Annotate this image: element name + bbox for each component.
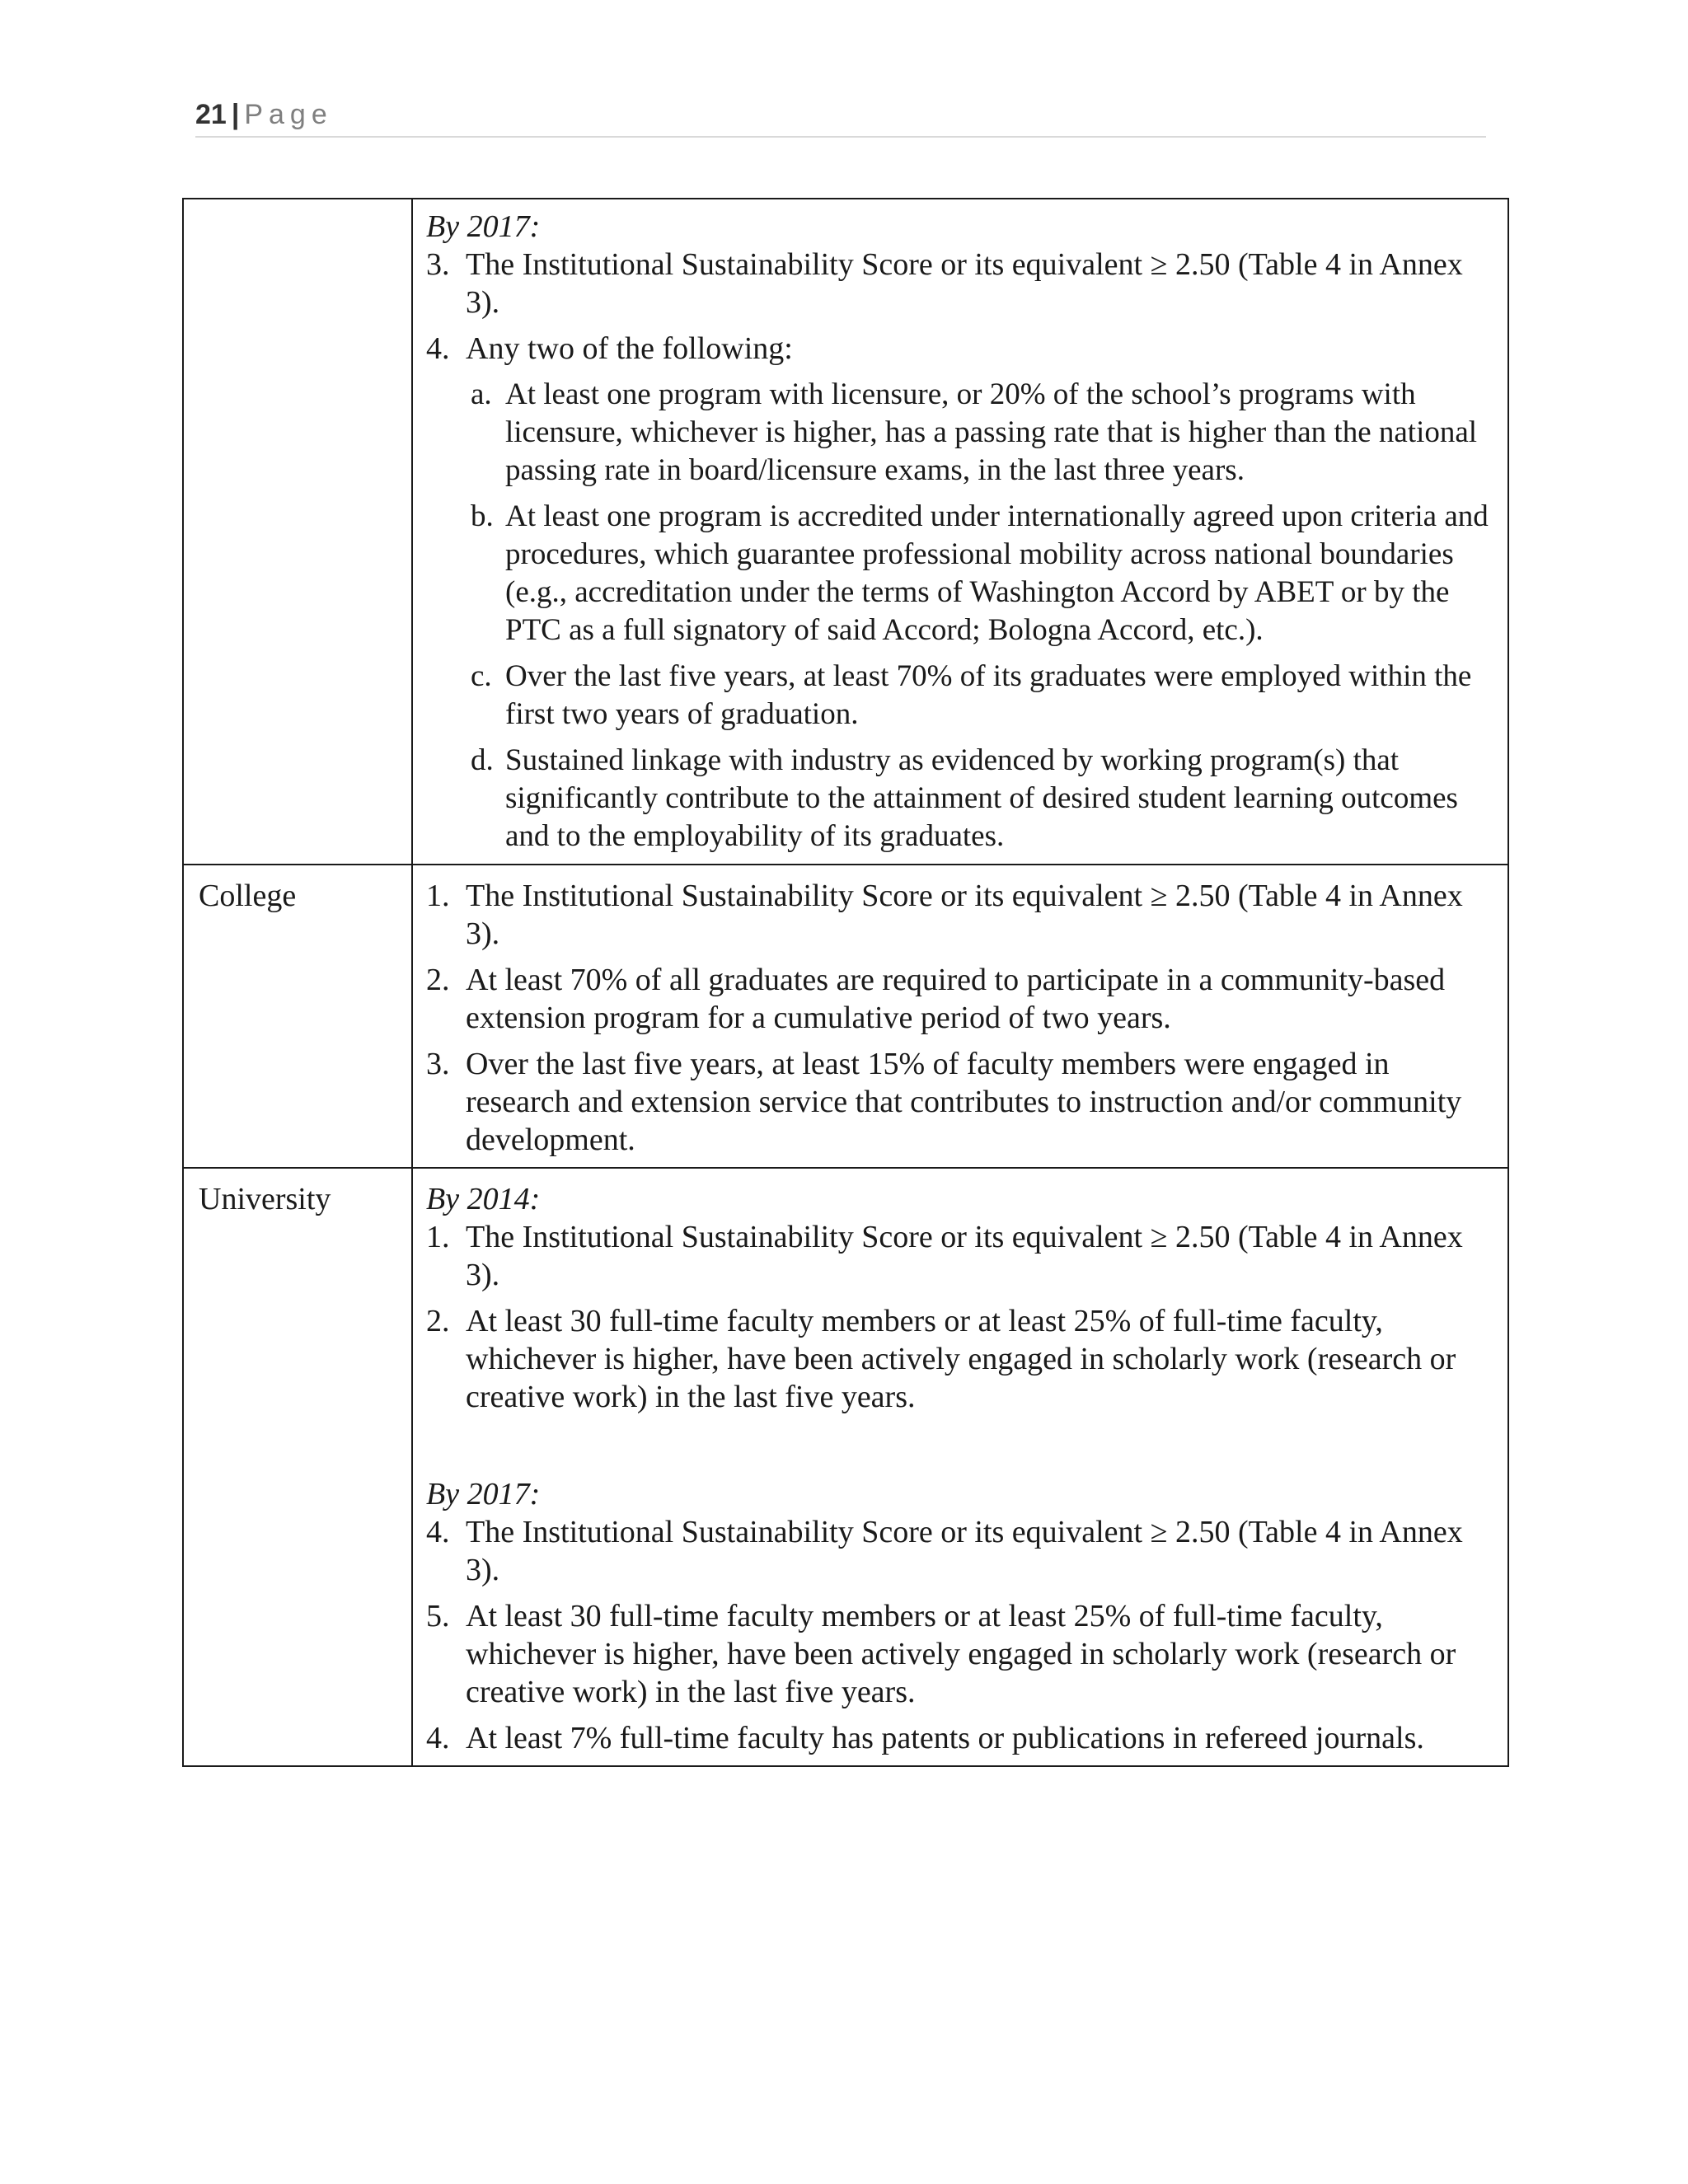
criteria-table	[182, 198, 1509, 1767]
row-label-empty	[183, 199, 412, 865]
table-row	[183, 865, 1508, 1168]
list-item: 4. Any two of the following:	[426, 331, 793, 366]
list-item: 2. At least 30 full-time faculty members or at least 25% of full-time faculty, whichever is higher, have been actively engaged in scholarly work (research or creative work) in the last five years.	[426, 1304, 1456, 1414]
list-item: 3. The Institutional Sustainability Score or its equivalent ≥ 2.50 (Table 4 in Annex 3).	[426, 247, 1463, 320]
spacer	[426, 1424, 1494, 1475]
list-item: 5. At least 30 full-time faculty members or at least 25% of full-time faculty, whichever is higher, have been actively engaged in scholarly work (research or creative work) in the last five years.	[426, 1599, 1456, 1709]
period-heading: By 2017:	[426, 209, 541, 244]
header-separator: |	[231, 99, 240, 130]
sub-list-item: a. At least one program with licensure, or 20% of the school’s programs with licensure, whichever is higher, has a passing rate that is higher than the national passing rate in board/licensure exams, in the last three years.	[471, 377, 1478, 487]
list-item: 4. At least 7% full-time faculty has patents or publications in refereed journals.	[426, 1721, 1424, 1755]
list-item: 3. Over the last five years, at least 15% of faculty members were engaged in research and extension service that contributes to instruction and/or community development.	[426, 1047, 1462, 1157]
table-row	[183, 1168, 1508, 1766]
list-item: 1. The Institutional Sustainability Score or its equivalent ≥ 2.50 (Table 4 in Annex 3).	[426, 1220, 1463, 1292]
criteria-cell	[412, 199, 1508, 865]
row-label-college: College	[183, 865, 412, 1168]
page-label: Page	[244, 99, 333, 130]
period-heading: By 2017:	[426, 1477, 541, 1511]
page-number: 21	[195, 99, 227, 130]
period-heading: By 2014:	[426, 1182, 541, 1216]
sub-list-item: d. Sustained linkage with industry as evidenced by working program(s) that significantly contribute to the attainment of desired student learning outcomes and to the employability of its graduates.	[471, 743, 1458, 853]
list-item: 4. The Institutional Sustainability Score or its equivalent ≥ 2.50 (Table 4 in Annex 3).	[426, 1515, 1463, 1587]
table-row	[183, 199, 1508, 865]
criteria-cell	[412, 1168, 1508, 1766]
criteria-cell	[412, 865, 1508, 1168]
list-item: 1. The Institutional Sustainability Score or its equivalent ≥ 2.50 (Table 4 in Annex 3).	[426, 879, 1463, 951]
sub-list-item: b. At least one program is accredited under internationally agreed upon criteria and procedures, which guarantee professional mobility across national boundaries (e.g., accreditation under the terms of Washington Accord by ABET or by the PTC as a full signatory of said Accord; Bologna Accord, etc.).	[471, 499, 1489, 647]
list-item: 2. At least 70% of all graduates are required to participate in a community-based extension program for a cumulative period of two years.	[426, 963, 1446, 1035]
row-label-university: University	[183, 1168, 412, 1766]
sub-list-item: c. Over the last five years, at least 70% of its graduates were employed within the first two years of graduation.	[471, 659, 1472, 731]
page-header	[195, 99, 1486, 138]
